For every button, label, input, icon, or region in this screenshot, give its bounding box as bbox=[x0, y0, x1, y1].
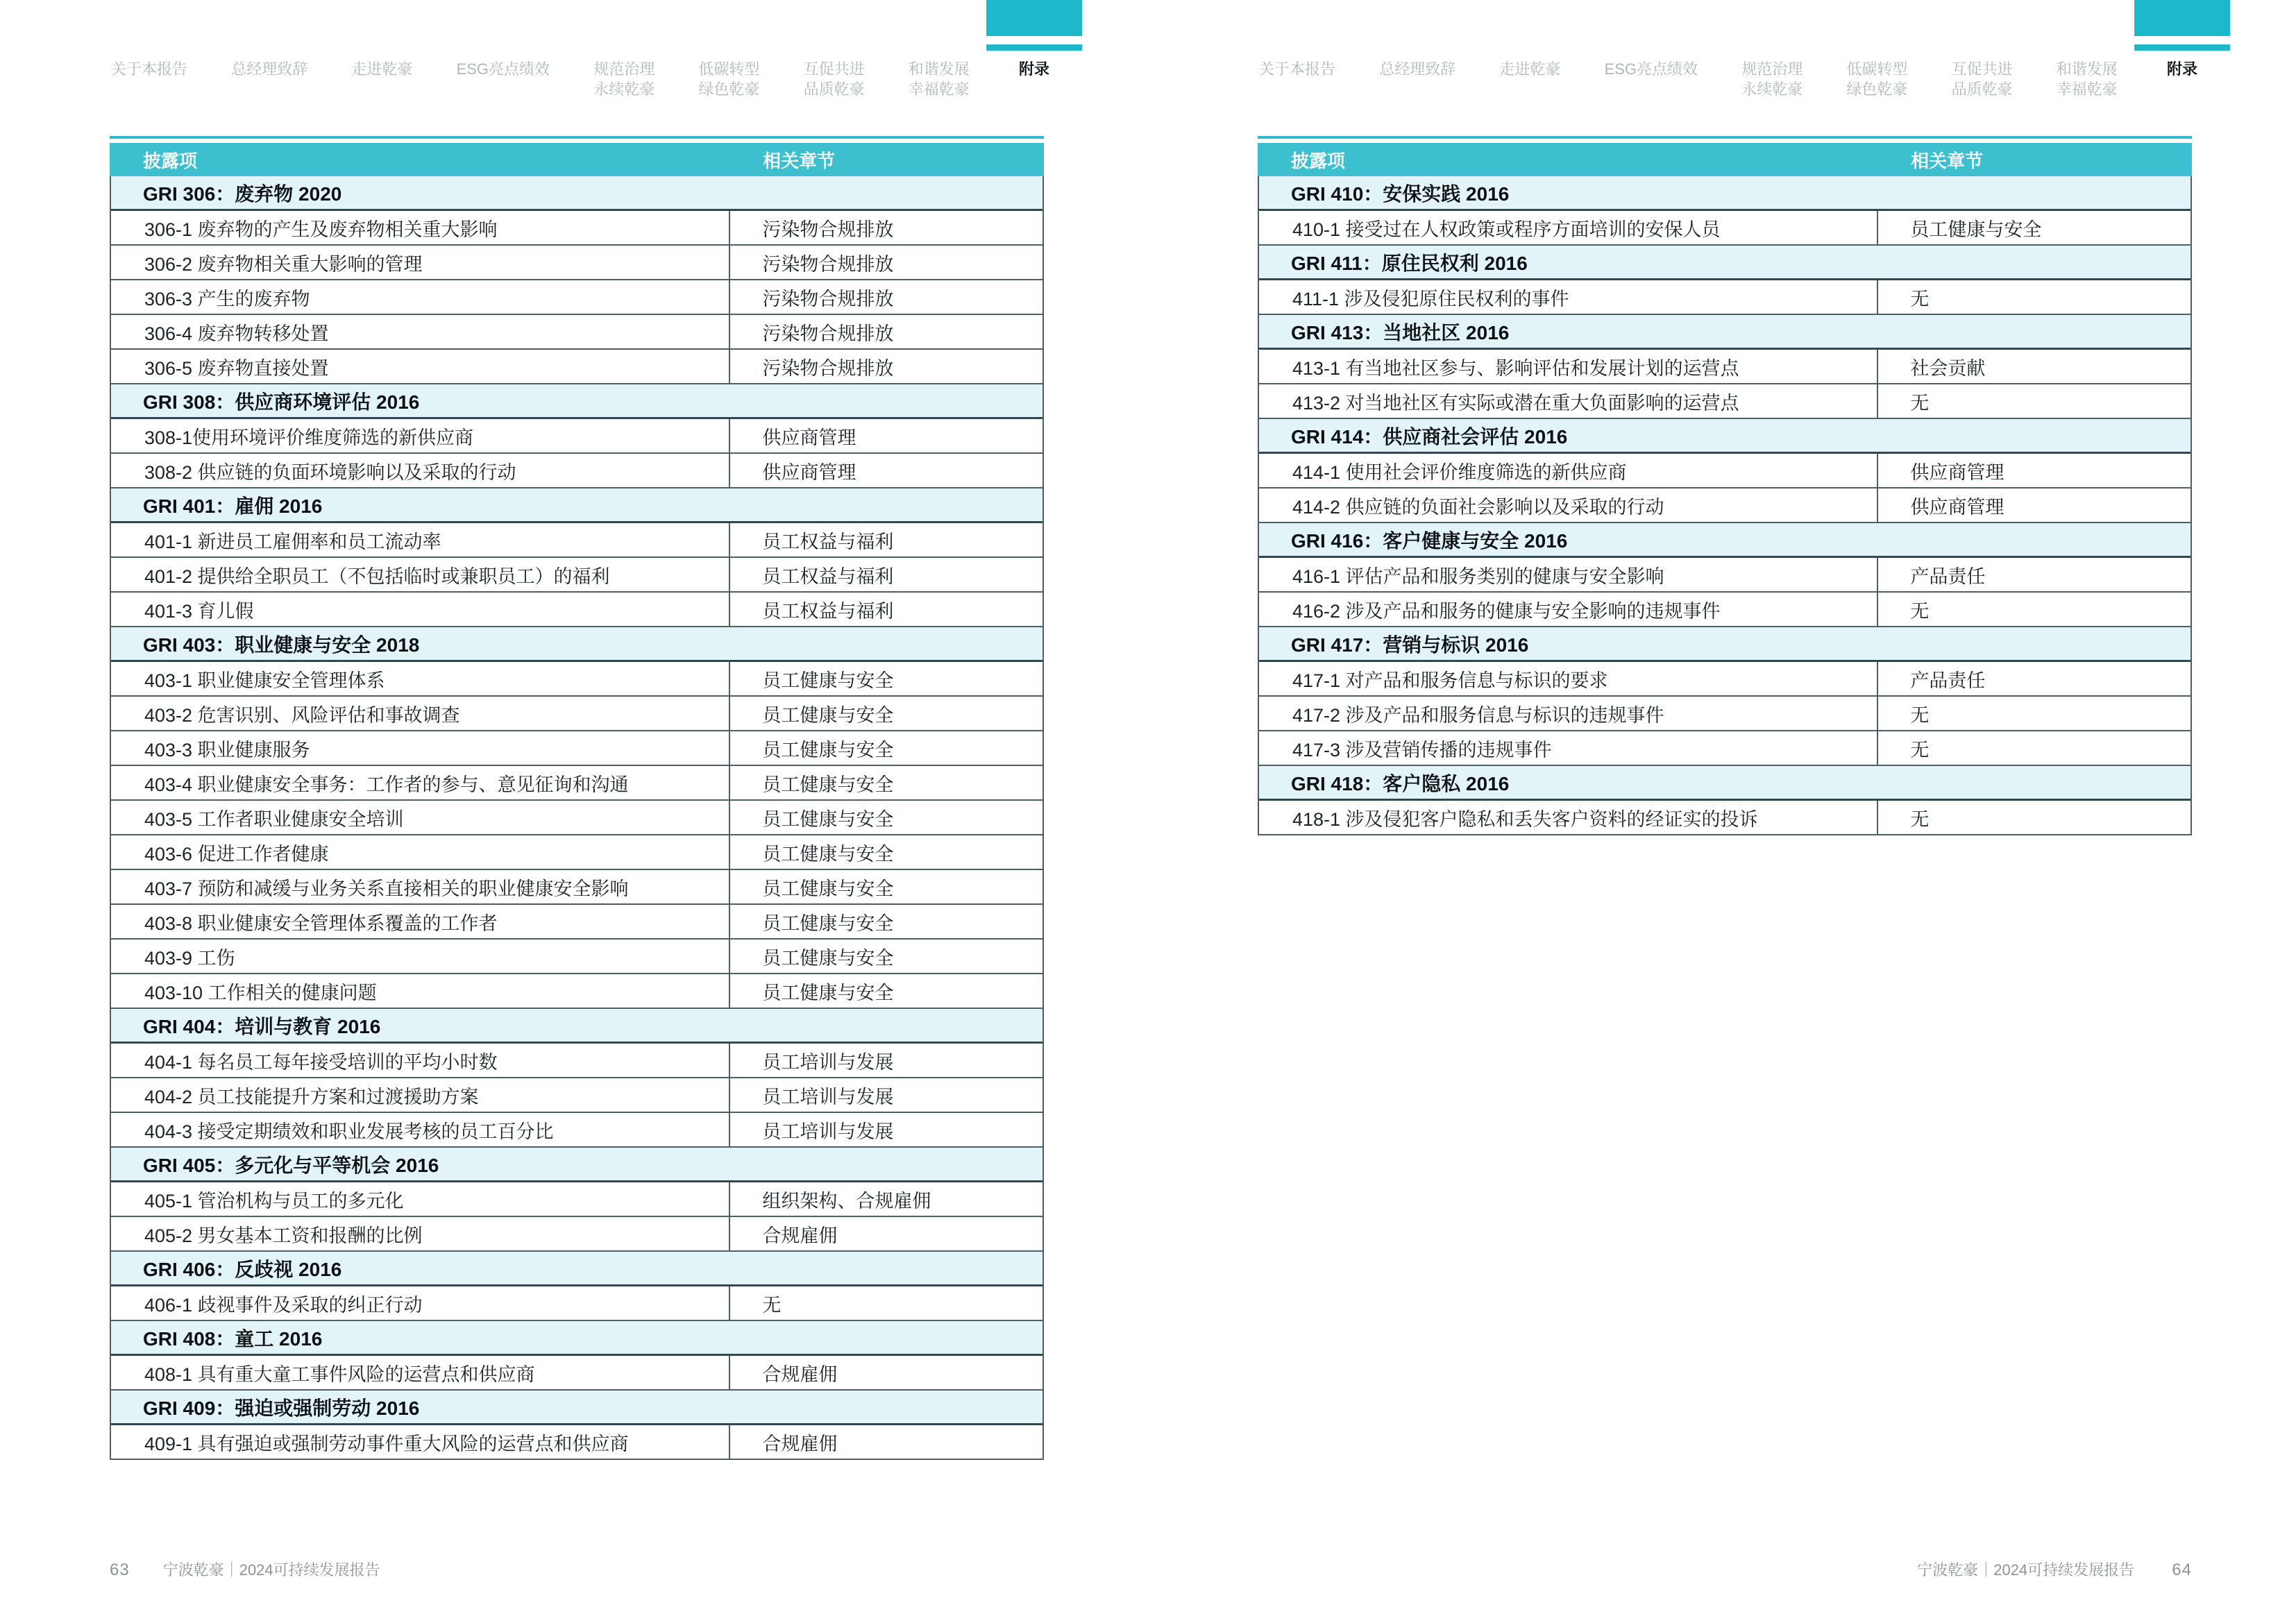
nav-tab[interactable] bbox=[351, 0, 412, 79]
chapter-cell: 员工健康与安全 bbox=[762, 843, 894, 865]
gri-group-items bbox=[111, 1044, 1043, 1148]
chapter-cell: 员工健康与安全 bbox=[762, 774, 894, 795]
gri-group-items bbox=[1259, 454, 2191, 523]
table-row bbox=[111, 801, 1043, 835]
disclosure-cell: 308-1使用环境评价维度筛选的新供应商 bbox=[111, 419, 730, 452]
chapter-cell: 供应商管理 bbox=[1910, 461, 2004, 483]
table-row bbox=[1259, 454, 2191, 488]
disclosure-cell: 403-8 职业健康安全管理体系覆盖的工作者 bbox=[111, 905, 730, 938]
nav-tab-label: 附录 bbox=[2166, 60, 2197, 78]
disclosure-cell: 406-1 歧视事件及采取的纠正行动 bbox=[111, 1286, 730, 1320]
gri-group bbox=[111, 1252, 1043, 1321]
nav-tab-label-line2: 幸福乾豪 bbox=[908, 80, 970, 98]
chapter-cell: 无 bbox=[1910, 392, 1930, 414]
chapter-cell: 员工健康与安全 bbox=[762, 670, 894, 691]
disclosure-cell: 401-1 新进员工雇佣率和员工流动率 bbox=[111, 523, 730, 556]
gri-group-items bbox=[111, 523, 1043, 627]
disclosure-cell: 404-2 员工技能提升方案和过渡援助方案 bbox=[111, 1078, 730, 1112]
gri-group-items bbox=[1259, 662, 2191, 766]
chapter-cell: 员工健康与安全 bbox=[762, 808, 894, 830]
nav-tab-label: ESG亮点绩效 bbox=[1604, 60, 1698, 78]
nav-tab-label: 规范治理 bbox=[1741, 60, 1803, 78]
nav-tab-label-line2: 品质乾豪 bbox=[1951, 80, 2013, 98]
nav-tab[interactable] bbox=[1605, 0, 1698, 79]
gri-section-row: GRI 413：当地社区 2016 bbox=[1259, 315, 2191, 350]
disclosure-cell: 417-2 涉及产品和服务信息与标识的违规事件 bbox=[1259, 697, 1878, 730]
disclosure-cell: 405-2 男女基本工资和报酬的比例 bbox=[111, 1217, 730, 1250]
gri-group bbox=[1259, 246, 2191, 315]
nav-tab[interactable] bbox=[698, 0, 759, 99]
gri-section-row: GRI 408：童工 2016 bbox=[111, 1321, 1043, 1356]
gri-section-row: GRI 409：强迫或强制劳动 2016 bbox=[111, 1391, 1043, 1425]
table-row bbox=[111, 419, 1043, 454]
table-body bbox=[1258, 176, 2192, 835]
chapter-cell: 员工健康与安全 bbox=[762, 704, 894, 726]
table-row bbox=[1259, 731, 2191, 766]
footer-right bbox=[1258, 1558, 2192, 1580]
gri-group bbox=[1259, 627, 2191, 766]
disclosure-cell: 416-1 评估产品和服务类别的健康与安全影响 bbox=[1259, 558, 1878, 591]
table-row bbox=[111, 1356, 1043, 1391]
page-number: 64 bbox=[2172, 1561, 2192, 1579]
table-row bbox=[111, 731, 1043, 766]
chapter-cell: 员工健康与安全 bbox=[1910, 219, 2042, 240]
table-row bbox=[1259, 697, 2191, 731]
chapter-cell: 组织架构、合规雇佣 bbox=[762, 1190, 931, 1212]
table-row bbox=[111, 905, 1043, 940]
disclosure-cell: 414-1 使用社会评价维度筛选的新供应商 bbox=[1259, 454, 1878, 487]
gri-index-table-right bbox=[1258, 136, 2192, 835]
gri-group bbox=[111, 1148, 1043, 1252]
nav-tab-label-line2: 永续乾豪 bbox=[1741, 80, 1803, 98]
disclosure-cell: 401-2 提供给全职员工（不包括临时或兼职员工）的福利 bbox=[111, 558, 730, 591]
chapter-cell: 员工权益与福利 bbox=[762, 566, 894, 587]
gri-group-items bbox=[1259, 280, 2191, 315]
table-body bbox=[110, 176, 1044, 1460]
header-disclosure: 披露项 bbox=[1291, 150, 1346, 171]
table-top-rule bbox=[1258, 136, 2192, 139]
gri-section-row: GRI 401：雇佣 2016 bbox=[111, 488, 1043, 523]
gri-group-items bbox=[111, 211, 1043, 384]
gri-group-items bbox=[111, 1425, 1043, 1460]
active-tab-highlight-block bbox=[986, 0, 1082, 36]
disclosure-cell: 417-1 对产品和服务信息与标识的要求 bbox=[1259, 662, 1878, 695]
gri-group bbox=[1259, 766, 2191, 835]
gri-group bbox=[111, 488, 1043, 627]
gri-section-row: GRI 406：反歧视 2016 bbox=[111, 1252, 1043, 1286]
table-row bbox=[1259, 280, 2191, 315]
nav-tab[interactable] bbox=[1013, 0, 1055, 79]
table-row bbox=[111, 662, 1043, 697]
chapter-cell: 员工培训与发展 bbox=[762, 1051, 894, 1073]
nav-tab[interactable] bbox=[1952, 0, 2013, 99]
disclosure-cell: 403-10 工作相关的健康问题 bbox=[111, 974, 730, 1008]
nav-tab-label-line2: 品质乾豪 bbox=[803, 80, 865, 98]
active-tab-highlight-block bbox=[2134, 0, 2230, 36]
nav-tab-label: ESG亮点绩效 bbox=[456, 60, 550, 78]
disclosure-cell: 306-2 废弃物相关重大影响的管理 bbox=[111, 246, 730, 279]
nav-tab[interactable] bbox=[1379, 0, 1455, 79]
disclosure-cell: 414-2 供应链的负面社会影响以及采取的行动 bbox=[1259, 488, 1878, 522]
chapter-cell: 合规雇佣 bbox=[762, 1225, 838, 1246]
gri-section-row: GRI 308：供应商环境评估 2016 bbox=[111, 384, 1043, 419]
nav-tab-label: 总经理致辞 bbox=[231, 60, 308, 78]
chapter-cell: 供应商管理 bbox=[1910, 496, 2004, 518]
disclosure-cell: 403-5 工作者职业健康安全培训 bbox=[111, 801, 730, 834]
disclosure-cell: 306-5 废弃物直接处置 bbox=[111, 350, 730, 383]
nav-tab[interactable] bbox=[1846, 0, 1907, 99]
gri-section-row: GRI 403：职业健康与安全 2018 bbox=[111, 627, 1043, 662]
chapter-cell: 无 bbox=[1910, 739, 1930, 760]
table-row bbox=[111, 593, 1043, 627]
chapter-cell: 无 bbox=[1910, 704, 1930, 726]
top-navigation bbox=[1259, 0, 2203, 99]
disclosure-cell: 306-1 废弃物的产生及废弃物相关重大影响 bbox=[111, 211, 730, 244]
gri-group-items bbox=[111, 1286, 1043, 1321]
disclosure-cell: 413-1 有当地社区参与、影响评估和发展计划的运营点 bbox=[1259, 350, 1878, 383]
table-row bbox=[111, 1182, 1043, 1217]
chapter-cell: 员工健康与安全 bbox=[762, 947, 894, 969]
chapter-cell: 产品责任 bbox=[1910, 670, 1986, 691]
nav-tab-label-line2: 绿色乾豪 bbox=[698, 80, 760, 98]
table-row bbox=[111, 1113, 1043, 1148]
gri-group bbox=[111, 1009, 1043, 1148]
table-row bbox=[1259, 662, 2191, 697]
nav-tab[interactable] bbox=[804, 0, 865, 99]
nav-tab-label: 互促共进 bbox=[803, 60, 865, 78]
gri-section-row: GRI 417：营销与标识 2016 bbox=[1259, 627, 2191, 662]
header-chapter: 相关章节 bbox=[1911, 150, 1984, 171]
disclosure-cell: 306-4 废弃物转移处置 bbox=[111, 315, 730, 348]
table-header-row bbox=[1258, 143, 2192, 176]
table-header-row bbox=[110, 143, 1044, 176]
gri-group bbox=[1259, 315, 2191, 419]
report-title: 宁波乾豪｜2024可持续发展报告 bbox=[162, 1561, 380, 1579]
active-tab-underline bbox=[986, 44, 1082, 51]
nav-tab[interactable] bbox=[1499, 0, 1560, 79]
nav-tab-label: 互促共进 bbox=[1951, 60, 2013, 78]
nav-tab[interactable] bbox=[2057, 0, 2118, 99]
nav-tab[interactable] bbox=[111, 0, 187, 79]
disclosure-cell: 416-2 涉及产品和服务的健康与安全影响的违规事件 bbox=[1259, 593, 1878, 626]
disclosure-cell: 401-3 育儿假 bbox=[111, 593, 730, 626]
table-row bbox=[1259, 384, 2191, 419]
chapter-cell: 合规雇佣 bbox=[762, 1363, 838, 1385]
chapter-cell: 员工健康与安全 bbox=[762, 739, 894, 760]
nav-tab-label: 关于本报告 bbox=[111, 60, 188, 78]
header-disclosure: 披露项 bbox=[143, 150, 198, 171]
gri-section-row: GRI 405：多元化与平等机会 2016 bbox=[111, 1148, 1043, 1182]
table-row bbox=[111, 1425, 1043, 1460]
nav-tab-label-line2: 永续乾豪 bbox=[593, 80, 655, 98]
disclosure-cell: 403-3 职业健康服务 bbox=[111, 731, 730, 765]
nav-tab[interactable] bbox=[909, 0, 970, 99]
chapter-cell: 员工权益与福利 bbox=[762, 531, 894, 552]
chapter-cell: 产品责任 bbox=[1910, 566, 1986, 587]
disclosure-cell: 413-2 对当地社区有实际或潜在重大负面影响的运营点 bbox=[1259, 384, 1878, 418]
disclosure-cell: 404-3 接受定期绩效和职业发展考核的员工百分比 bbox=[111, 1113, 730, 1146]
disclosure-cell: 403-4 职业健康安全事务：工作者的参与、意见征询和沟通 bbox=[111, 766, 730, 799]
table-row bbox=[111, 1286, 1043, 1321]
table-row bbox=[111, 246, 1043, 280]
chapter-cell: 员工健康与安全 bbox=[762, 912, 894, 934]
gri-section-row: GRI 404：培训与教育 2016 bbox=[111, 1009, 1043, 1044]
gri-group-items bbox=[1259, 801, 2191, 835]
nav-tab-label: 低碳转型 bbox=[698, 60, 760, 78]
table-row bbox=[1259, 558, 2191, 593]
nav-tab[interactable] bbox=[231, 0, 307, 79]
gri-group-items bbox=[1259, 558, 2191, 627]
table-row bbox=[111, 766, 1043, 801]
gri-section-row: GRI 416：客户健康与安全 2016 bbox=[1259, 523, 2191, 558]
disclosure-cell: 405-1 管治机构与员工的多元化 bbox=[111, 1182, 730, 1216]
gri-group bbox=[1259, 419, 2191, 523]
disclosure-cell: 403-1 职业健康安全管理体系 bbox=[111, 662, 730, 695]
table-row bbox=[111, 523, 1043, 558]
table-row bbox=[111, 1044, 1043, 1078]
chapter-cell: 员工健康与安全 bbox=[762, 878, 894, 899]
table-row bbox=[111, 454, 1043, 488]
nav-tab-label-line2: 绿色乾豪 bbox=[1846, 80, 1908, 98]
table-row bbox=[111, 1217, 1043, 1252]
gri-section-row: GRI 411：原住民权利 2016 bbox=[1259, 246, 2191, 280]
disclosure-cell: 403-6 促进工作者健康 bbox=[111, 835, 730, 869]
table-row bbox=[111, 974, 1043, 1009]
nav-tab-label: 走进乾豪 bbox=[351, 60, 413, 78]
nav-tab-label: 和谐发展 bbox=[908, 60, 970, 78]
gri-index-table-left bbox=[110, 136, 1044, 1460]
nav-tab-label-line2: 幸福乾豪 bbox=[2056, 80, 2118, 98]
table-row bbox=[1259, 488, 2191, 523]
header-chapter: 相关章节 bbox=[763, 150, 836, 171]
table-top-rule bbox=[110, 136, 1044, 139]
table-row bbox=[111, 940, 1043, 974]
disclosure-cell: 417-3 涉及营销传播的违规事件 bbox=[1259, 731, 1878, 765]
disclosure-cell: 408-1 具有重大童工事件风险的运营点和供应商 bbox=[111, 1356, 730, 1389]
gri-group bbox=[1259, 176, 2191, 246]
table-row bbox=[111, 280, 1043, 315]
nav-tab[interactable] bbox=[1741, 0, 1803, 99]
disclosure-cell: 410-1 接受过在人权政策或程序方面培训的安保人员 bbox=[1259, 211, 1878, 244]
nav-tab-label: 和谐发展 bbox=[2056, 60, 2118, 78]
gri-group bbox=[111, 176, 1043, 384]
chapter-cell: 污染物合规排放 bbox=[762, 323, 894, 344]
chapter-cell: 供应商管理 bbox=[762, 427, 856, 448]
page-number: 63 bbox=[110, 1561, 130, 1579]
gri-group bbox=[111, 384, 1043, 488]
chapter-cell: 合规雇佣 bbox=[762, 1433, 838, 1454]
nav-tab[interactable] bbox=[593, 0, 655, 99]
gri-section-row: GRI 410：安保实践 2016 bbox=[1259, 176, 2191, 211]
report-title: 宁波乾豪｜2024可持续发展报告 bbox=[1917, 1561, 2135, 1579]
gri-group bbox=[111, 1391, 1043, 1460]
table-row bbox=[111, 1078, 1043, 1113]
chapter-cell: 员工权益与福利 bbox=[762, 600, 894, 622]
chapter-cell: 无 bbox=[1910, 288, 1930, 309]
table-row bbox=[1259, 350, 2191, 384]
table-row bbox=[1259, 211, 2191, 246]
nav-tab[interactable] bbox=[2161, 0, 2203, 79]
chapter-cell: 污染物合规排放 bbox=[762, 253, 894, 275]
disclosure-cell: 409-1 具有强迫或强制劳动事件重大风险的运营点和供应商 bbox=[111, 1425, 730, 1459]
chapter-cell: 无 bbox=[1910, 600, 1930, 622]
gri-section-row: GRI 414：供应商社会评估 2016 bbox=[1259, 419, 2191, 454]
disclosure-cell: 308-2 供应链的负面环境影响以及采取的行动 bbox=[111, 454, 730, 487]
table-row bbox=[111, 835, 1043, 870]
chapter-cell: 污染物合规排放 bbox=[762, 288, 894, 309]
nav-tab-label: 规范治理 bbox=[593, 60, 655, 78]
chapter-cell: 无 bbox=[1910, 808, 1930, 830]
nav-tab-label: 附录 bbox=[1018, 60, 1049, 78]
chapter-cell: 无 bbox=[762, 1294, 782, 1316]
gri-group-items bbox=[111, 1356, 1043, 1391]
table-row bbox=[1259, 593, 2191, 627]
gri-group-items bbox=[111, 1182, 1043, 1252]
nav-tab-label: 低碳转型 bbox=[1846, 60, 1908, 78]
gri-section-row: GRI 418：客户隐私 2016 bbox=[1259, 766, 2191, 801]
top-navigation bbox=[111, 0, 1055, 99]
chapter-cell: 社会贡献 bbox=[1910, 357, 1986, 379]
disclosure-cell: 403-9 工伤 bbox=[111, 940, 730, 973]
report-page-right bbox=[1148, 0, 2296, 1623]
table-row bbox=[111, 350, 1043, 384]
table-row bbox=[111, 870, 1043, 905]
nav-tab-label: 走进乾豪 bbox=[1499, 60, 1561, 78]
disclosure-cell: 418-1 涉及侵犯客户隐私和丢失客户资料的经证实的投诉 bbox=[1259, 801, 1878, 834]
nav-tab-label: 关于本报告 bbox=[1259, 60, 1336, 78]
disclosure-cell: 306-3 产生的废弃物 bbox=[111, 280, 730, 314]
chapter-cell: 供应商管理 bbox=[762, 461, 856, 483]
chapter-cell: 员工健康与安全 bbox=[762, 982, 894, 1003]
gri-group-items bbox=[1259, 211, 2191, 246]
disclosure-cell: 403-2 危害识别、风险评估和事故调查 bbox=[111, 697, 730, 730]
nav-tab-label: 总经理致辞 bbox=[1379, 60, 1456, 78]
nav-tab[interactable] bbox=[1259, 0, 1335, 79]
chapter-cell: 污染物合规排放 bbox=[762, 219, 894, 240]
disclosure-cell: 404-1 每名员工每年接受培训的平均小时数 bbox=[111, 1044, 730, 1077]
gri-group bbox=[111, 627, 1043, 1009]
gri-group bbox=[111, 1321, 1043, 1391]
table-row bbox=[1259, 801, 2191, 835]
table-row bbox=[111, 211, 1043, 246]
disclosure-cell: 403-7 预防和减缓与业务关系直接相关的职业健康安全影响 bbox=[111, 870, 730, 903]
table-row bbox=[111, 558, 1043, 593]
footer-left bbox=[110, 1558, 1044, 1580]
disclosure-cell: 411-1 涉及侵犯原住民权利的事件 bbox=[1259, 280, 1878, 314]
table-row bbox=[111, 315, 1043, 350]
gri-section-row: GRI 306：废弃物 2020 bbox=[111, 176, 1043, 211]
chapter-cell: 污染物合规排放 bbox=[762, 357, 894, 379]
nav-tab[interactable] bbox=[457, 0, 550, 79]
gri-group-items bbox=[111, 419, 1043, 488]
gri-group-items bbox=[1259, 350, 2191, 419]
chapter-cell: 员工培训与发展 bbox=[762, 1086, 894, 1107]
chapter-cell: 员工培训与发展 bbox=[762, 1121, 894, 1142]
table-row bbox=[111, 697, 1043, 731]
active-tab-underline bbox=[2134, 44, 2230, 51]
gri-group-items bbox=[111, 662, 1043, 1009]
gri-group bbox=[1259, 523, 2191, 627]
